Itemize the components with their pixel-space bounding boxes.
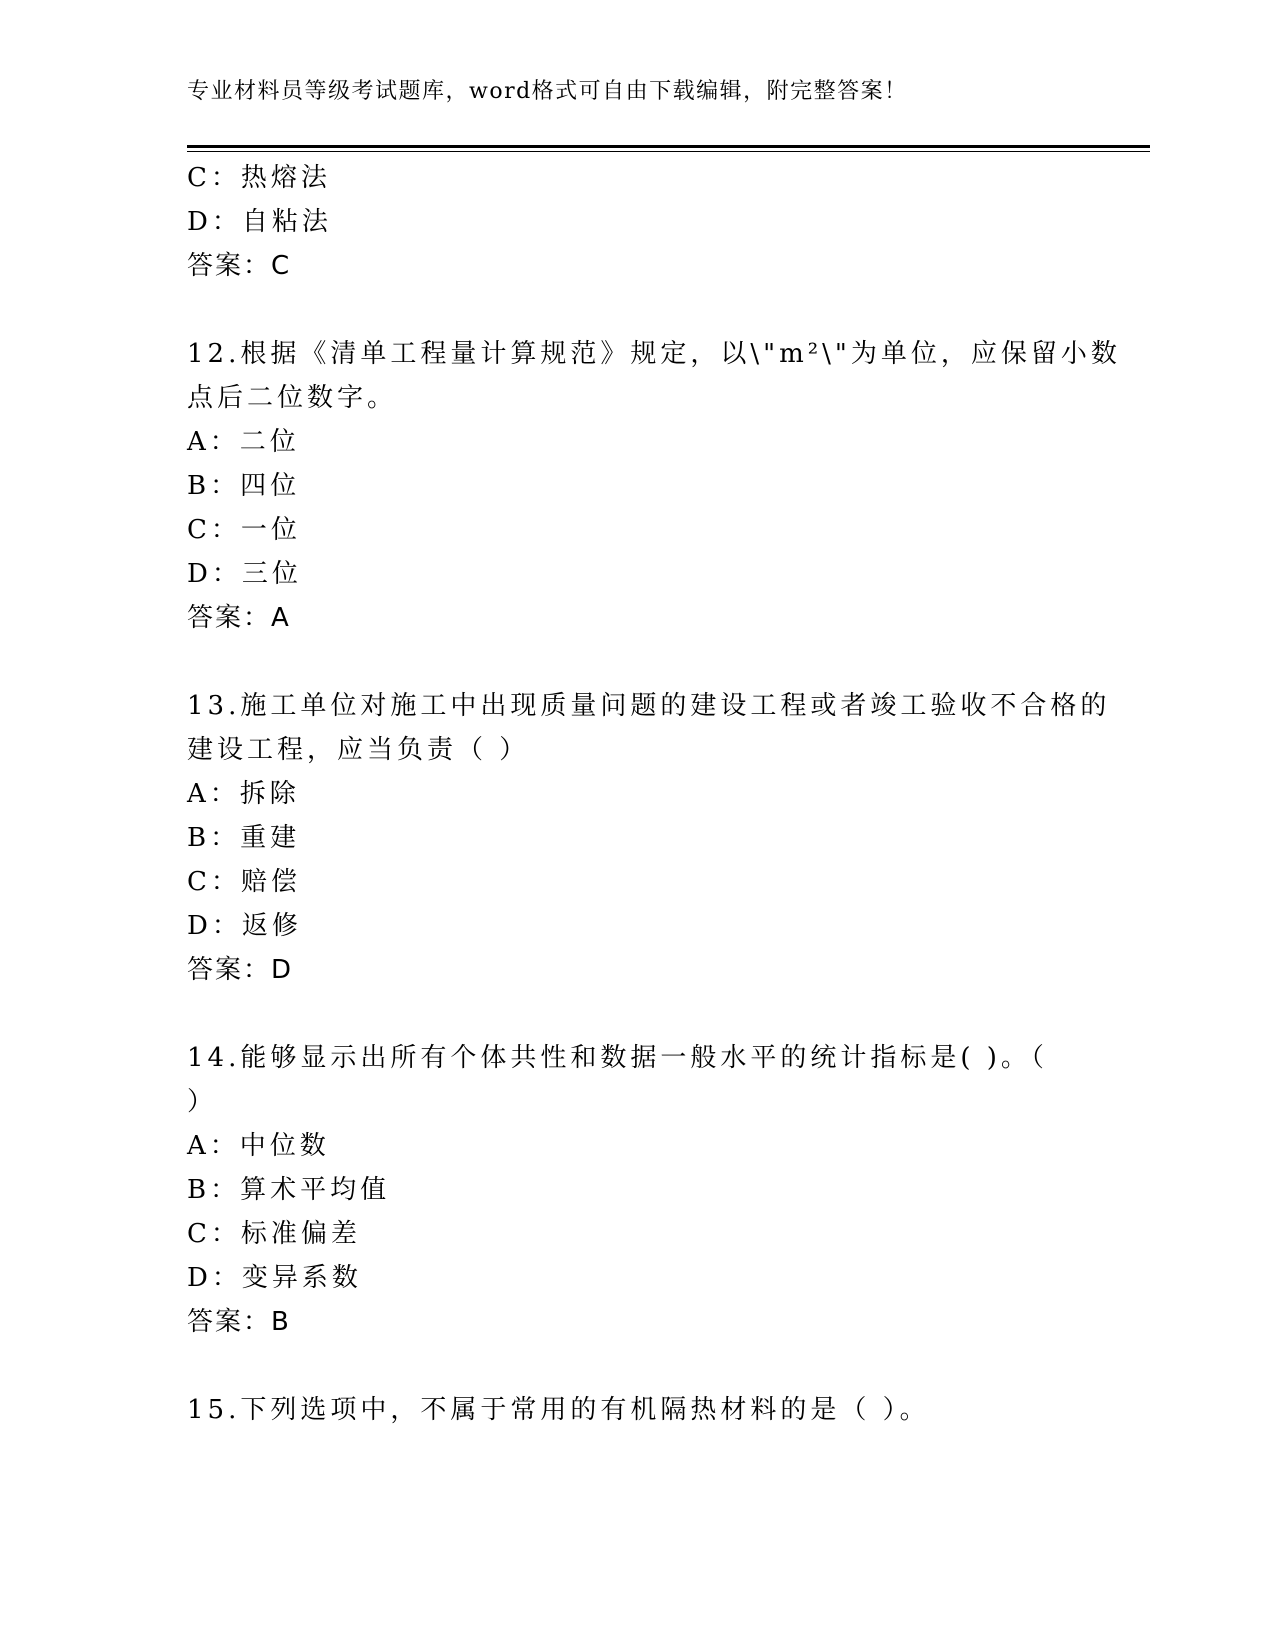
header-text: 专业材料员等级考试题库，word格式可自由下载编辑，附完整答案！ bbox=[187, 79, 908, 104]
question-text: 15.下列选项中，不属于常用的有机隔热材料的是（ ）。 bbox=[187, 1395, 930, 1425]
answer-line: 答案：B bbox=[187, 1307, 291, 1337]
option-b: B：算术平均值 bbox=[187, 1175, 391, 1205]
option-d: D：变异系数 bbox=[187, 1263, 362, 1293]
question-text: 14.能够显示出所有个体共性和数据一般水平的统计指标是( )。（ bbox=[187, 1043, 1048, 1073]
question-text-continued: ） bbox=[187, 1087, 218, 1117]
option-a: A：拆除 bbox=[187, 779, 300, 809]
option-c: C：标准偏差 bbox=[187, 1219, 361, 1249]
option-d: D：自粘法 bbox=[187, 207, 332, 237]
answer-line: 答案：C bbox=[187, 251, 292, 281]
option-d: D：三位 bbox=[187, 559, 302, 589]
option-c: C：一位 bbox=[187, 515, 301, 545]
option-c: C：赔偿 bbox=[187, 867, 301, 897]
option-b: B：四位 bbox=[187, 471, 301, 501]
question-text-continued: 建设工程，应当负责（ ） bbox=[187, 735, 530, 765]
question-text: 13.施工单位对施工中出现质量问题的建设工程或者竣工验收不合格的 bbox=[187, 691, 1111, 721]
header-rule-thin bbox=[187, 151, 1150, 152]
option-a: A：二位 bbox=[187, 427, 300, 457]
question-text-continued: 点后二位数字。 bbox=[187, 383, 398, 413]
option-b: B：重建 bbox=[187, 823, 301, 853]
answer-line: 答案：D bbox=[187, 955, 294, 985]
question-text: 12.根据《清单工程量计算规范》规定，以\"m²\"为单位，应保留小数 bbox=[187, 339, 1121, 369]
option-d: D：返修 bbox=[187, 911, 302, 941]
option-c: C：热熔法 bbox=[187, 163, 331, 193]
answer-line: 答案：A bbox=[187, 603, 291, 633]
option-a: A：中位数 bbox=[187, 1131, 330, 1161]
header-rule-thick bbox=[187, 145, 1150, 148]
